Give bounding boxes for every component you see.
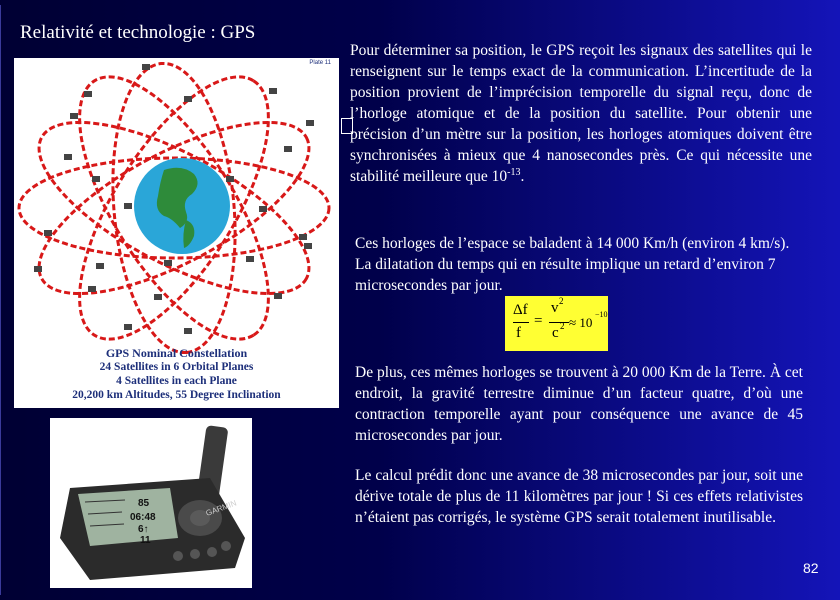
slide-left-border <box>0 5 1 595</box>
paragraph-time-dilation: Ces horloges de l’espace se baladent à 14 000 Km/h (environ 4 km/s). La dilatation du temps qui en résulte implique un retard d’environ 7 microsecondes par jour. <box>355 235 790 294</box>
device-screen <box>78 488 178 546</box>
formula-c-exp: 2 <box>560 321 565 331</box>
page-number: 82 <box>803 560 819 576</box>
paragraph-1-exponent: -13 <box>507 166 521 178</box>
slide-title: Relativité et technologie : GPS <box>20 22 256 43</box>
formula-box <box>505 296 608 351</box>
gps-constellation-figure <box>14 58 339 408</box>
formula-fraction-bar-left <box>513 322 529 323</box>
paragraph-1-text: Pour déterminer sa position, le GPS reçoit les signaux des satellites qui le renseignent sur le temps exact de la communication. L’incertitude de la position provient de l’imprécision temporelle du signal reçu, donc de l’horloge atomique et de la position du satellite. Pour obtenir une précision d’un mètre sur la position, les horloges atomiques doivent être synchronisées à mieux que 4 nanosecondes près. Ce qui nécessite une stabilité meilleure que 10 <box>350 42 812 185</box>
formula-c: c <box>552 325 559 341</box>
formula-v-exp: 2 <box>559 296 564 306</box>
formula-equals: = <box>534 313 543 329</box>
formula-approx-exp: −10 <box>595 310 608 319</box>
gps-device-photo <box>50 418 252 588</box>
figure-corner-label: Plate 11 <box>309 60 331 66</box>
paragraph-gps-principle <box>350 40 812 187</box>
caption-line-1: GPS Nominal Constellation <box>105 346 248 360</box>
screen-value-4: 11 <box>140 535 151 546</box>
formula-f: f <box>516 325 521 341</box>
caption-line-4: 20,200 km Altitudes, 55 Degree Inclination <box>72 389 281 401</box>
device-brand-label: GARMIN <box>204 498 238 518</box>
caption-line-3: 4 Satellites in each Plane <box>116 375 237 387</box>
screen-value-3: 6↑ <box>138 524 149 535</box>
formula-v: v <box>551 300 559 316</box>
paragraph-conclusion: Le calcul prédit donc une avance de 38 microsecondes par jour, soit une dérive totale de plus de 11 kilomètres par jour ! Si ces effets relativistes n’étaient pas corrigés, le système GPS serait totalement inutilisable. <box>355 467 803 526</box>
formula-fraction-bar-right <box>549 322 569 323</box>
paragraph-gravity-effect: De plus, ces mêmes horloges se trouvent à 20 000 Km de la Terre. À cet endroit, la gravité terrestre diminue d’un facteur quatre, d’où une contraction temporelle ayant pour conséquence une avance de 45 microsecondes par jour. <box>355 364 803 444</box>
caption-line-2: 24 Satellites in 6 Orbital Planes <box>99 361 254 373</box>
formula-approx: ≈ 10 <box>569 315 593 330</box>
paragraph-1-end: . <box>520 168 525 185</box>
screen-value-1: 85 <box>138 498 150 509</box>
gps-device-illustration <box>50 418 252 588</box>
formula-delta-f: Δf <box>513 302 528 318</box>
screen-value-2: 06:48 <box>130 512 156 523</box>
